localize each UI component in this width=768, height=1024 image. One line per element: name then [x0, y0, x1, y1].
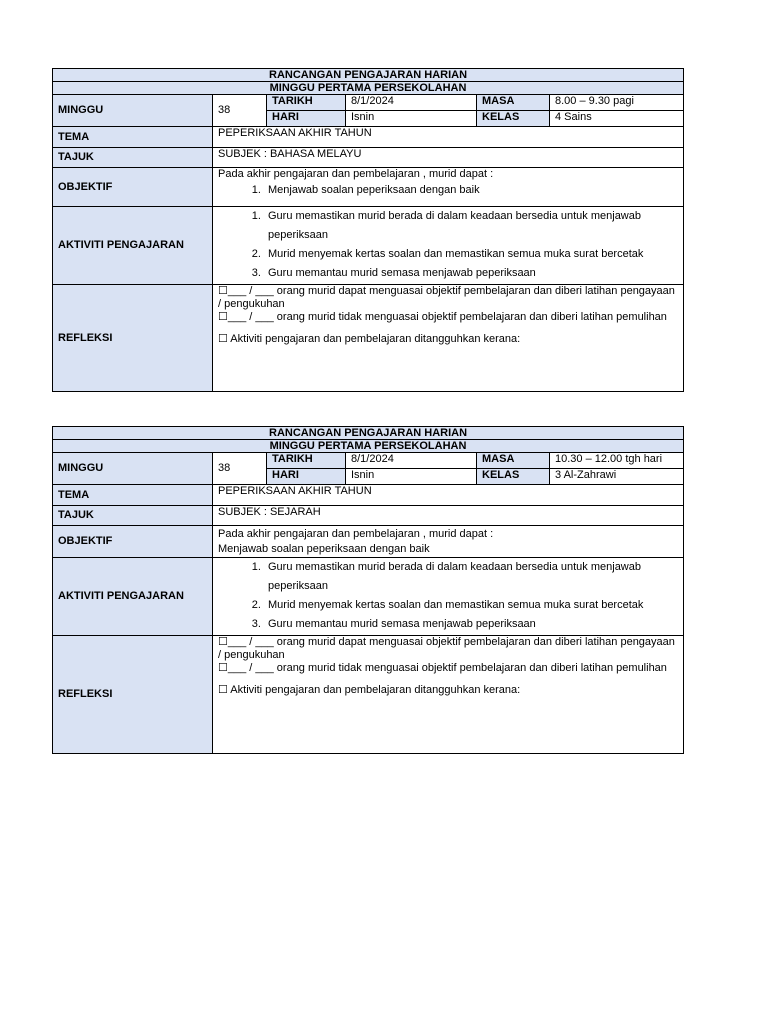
refleksi-item: ☐ Aktiviti pengajaran dan pembelajaran ditangguhkan kerana: — [218, 333, 521, 345]
minggu-label: MINGGU — [53, 453, 213, 485]
minggu-label: MINGGU — [53, 95, 213, 127]
tajuk-label: TAJUK — [53, 148, 213, 168]
tajuk-label: TAJUK — [53, 506, 213, 526]
objektif-item: 1. Menjawab soalan peperiksaan dengan baik — [264, 181, 678, 200]
lesson-plan-table — [52, 426, 684, 754]
refleksi-content — [213, 285, 684, 392]
lesson-plan-table — [52, 68, 684, 392]
kelas-value: 3 Al-Zahrawi — [550, 469, 684, 485]
objektif-item: Menjawab soalan peperiksaan dengan baik — [218, 543, 430, 555]
minggu-value: 38 — [213, 95, 267, 127]
refleksi-content — [213, 636, 684, 754]
kelas-value: 4 Sains — [550, 111, 684, 127]
refleksi-item: ☐___ / ___ orang murid dapat menguasai objektif pembelajaran dan diberi latihan pengayaan / pengukuhan — [218, 285, 675, 310]
aktiviti-item: 3. Guru memantau murid semasa menjawab peperiksaan — [264, 264, 678, 283]
plan-subtitle: MINGGU PERTAMA PERSEKOLAHAN — [53, 440, 684, 453]
tema-label: TEMA — [53, 127, 213, 148]
refleksi-item: ☐___ / ___ orang murid tidak menguasai objektif pembelajaran dan diberi latihan pemulihan — [218, 662, 667, 674]
aktiviti-label: AKTIVITI PENGAJARAN — [53, 207, 213, 285]
aktiviti-content — [213, 207, 684, 285]
refleksi-item: ☐___ / ___ orang murid dapat menguasai objektif pembelajaran dan diberi latihan pengayaan / pengukuhan — [218, 636, 675, 661]
tarikh-label: TARIKH — [267, 453, 346, 469]
aktiviti-item: 2. Murid menyemak kertas soalan dan memastikan semua muka surat bercetak — [264, 245, 678, 264]
aktiviti-item: 3. Guru memantau murid semasa menjawab peperiksaan — [264, 615, 678, 634]
tarikh-value: 8/1/2024 — [346, 95, 477, 111]
tema-value: PEPERIKSAAN AKHIR TAHUN — [213, 485, 684, 506]
plan-title: RANCANGAN PENGAJARAN HARIAN — [53, 69, 684, 82]
plan-title-row — [53, 427, 684, 440]
kelas-label: KELAS — [477, 469, 550, 485]
objektif-label: OBJEKTIF — [53, 526, 213, 558]
tajuk-value: SUBJEK : SEJARAH — [213, 506, 684, 526]
aktiviti-item: 2. Murid menyemak kertas soalan dan memastikan semua muka surat bercetak — [264, 596, 678, 615]
objektif-label: OBJEKTIF — [53, 168, 213, 207]
kelas-label: KELAS — [477, 111, 550, 127]
refleksi-label: REFLEKSI — [53, 285, 213, 392]
masa-value: 10.30 – 12.00 tgh hari — [550, 453, 684, 469]
plan-subtitle-row — [53, 82, 684, 95]
aktiviti-content — [213, 558, 684, 636]
hari-value: Isnin — [346, 111, 477, 127]
objektif-intro: Pada akhir pengajaran dan pembelajaran , murid dapat : — [218, 528, 494, 540]
plan-title-row — [53, 69, 684, 82]
plan-subtitle: MINGGU PERTAMA PERSEKOLAHAN — [53, 82, 684, 95]
plan-title: RANCANGAN PENGAJARAN HARIAN — [53, 427, 684, 440]
tema-label: TEMA — [53, 485, 213, 506]
aktiviti-item: 1. Guru memastikan murid berada di dalam keadaan bersedia untuk menjawab peperiksaan — [264, 207, 678, 245]
hari-label: HARI — [267, 469, 346, 485]
masa-label: MASA — [477, 453, 550, 469]
hari-value: Isnin — [346, 469, 477, 485]
refleksi-item: ☐___ / ___ orang murid tidak menguasai objektif pembelajaran dan diberi latihan pemulihan — [218, 311, 667, 323]
tajuk-value: SUBJEK : BAHASA MELAYU — [213, 148, 684, 168]
tema-value: PEPERIKSAAN AKHIR TAHUN — [213, 127, 684, 148]
objektif-content — [213, 168, 684, 207]
refleksi-item: ☐ Aktiviti pengajaran dan pembelajaran ditangguhkan kerana: — [218, 684, 521, 696]
plan-subtitle-row — [53, 440, 684, 453]
masa-label: MASA — [477, 95, 550, 111]
objektif-intro: Pada akhir pengajaran dan pembelajaran , murid dapat : — [218, 168, 494, 180]
masa-value: 8.00 – 9.30 pagi — [550, 95, 684, 111]
objektif-content — [213, 526, 684, 558]
tarikh-label: TARIKH — [267, 95, 346, 111]
minggu-value: 38 — [213, 453, 267, 485]
aktiviti-label: AKTIVITI PENGAJARAN — [53, 558, 213, 636]
hari-label: HARI — [267, 111, 346, 127]
aktiviti-item: 1. Guru memastikan murid berada di dalam keadaan bersedia untuk menjawab peperiksaan — [264, 558, 678, 596]
refleksi-label: REFLEKSI — [53, 636, 213, 754]
tarikh-value: 8/1/2024 — [346, 453, 477, 469]
